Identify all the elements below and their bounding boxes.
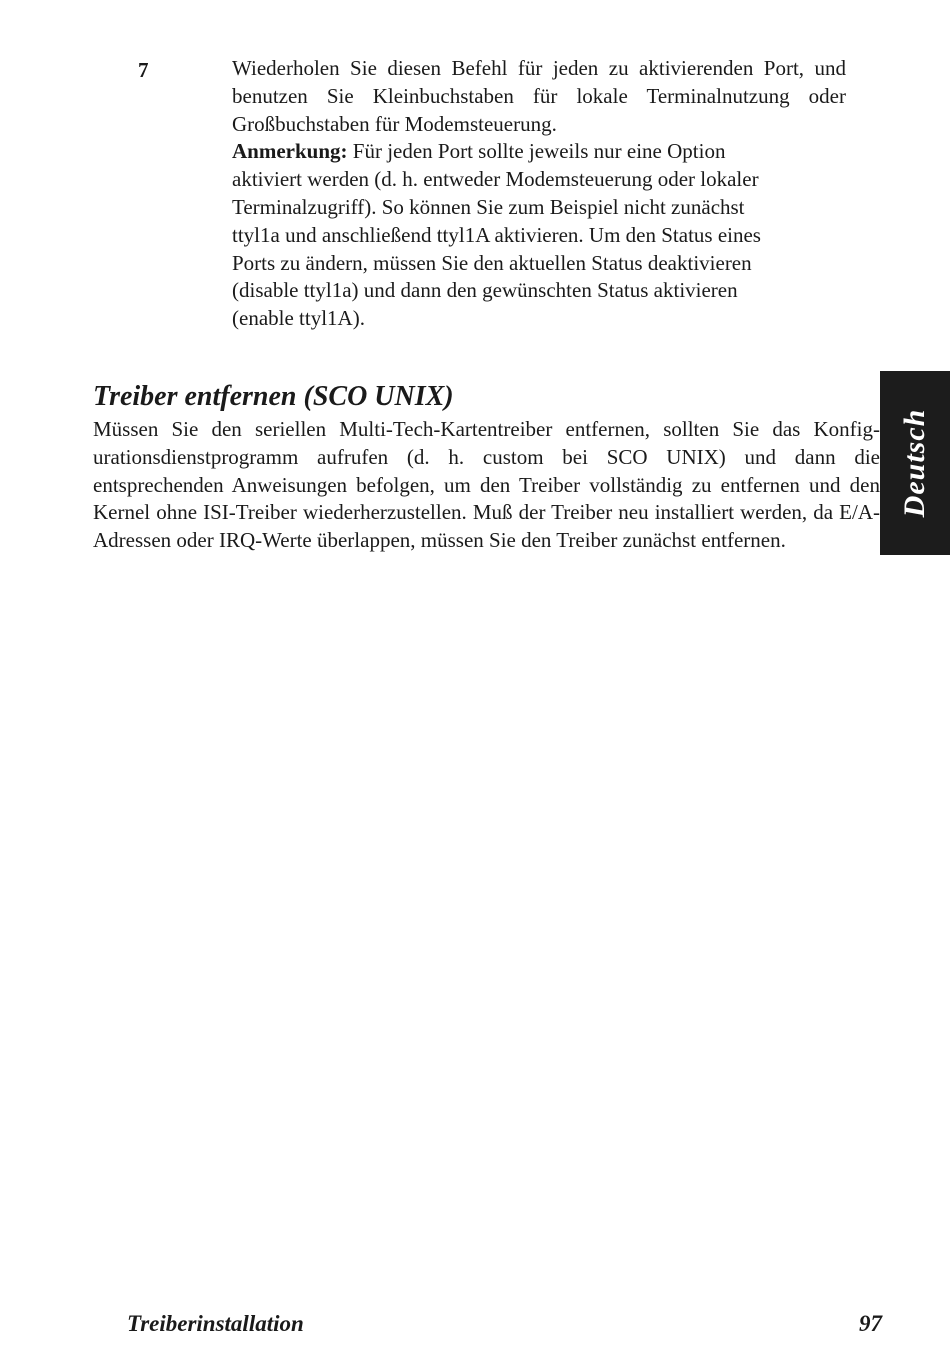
side-tab-label: Deutsch — [898, 408, 931, 518]
note-line: Für jeden Port sollte jeweils nur eine Option — [347, 139, 726, 164]
page-number: 97 — [859, 1311, 882, 1336]
language-side-tab — [880, 371, 950, 555]
step-number: 7 — [138, 58, 149, 82]
note-line: Terminalzugriff). So können Sie zum Beispiel nicht zunächst — [232, 194, 745, 219]
note-line: Ports zu ändern, müssen Sie den aktuellen Status deaktivieren — [232, 250, 752, 275]
note-line: (disable ttyl1a) und dann den gewünschten Status aktivieren — [232, 278, 738, 303]
note-label: Anmerkung: — [232, 139, 348, 164]
note-line: (enable ttyl1A). — [232, 306, 365, 331]
step-body — [232, 55, 846, 333]
step-text: Wiederholen Sie diesen Befehl für jeden zu aktivierenden Port, und benutzen Sie Kleinbuchstaben für lokale Terminalnutzung oder Großbuchstaben für Modemsteuerung. — [232, 56, 846, 136]
section-body: Müssen Sie den seriellen Multi-Tech-Kartentreiber entfernen, sollten Sie das Konfig- urationsdienstprogramm aufrufen (d. h. custom bei SCO UNIX) und dann die entsprechenden Anweisungen befolgen, um den Treiber vollständig zu entfernen und den Kernel ohne ISI-Treiber wiederherzustellen. Muß der Treiber neu installiert werden, da E/A-Adressen oder IRQ-Werte überlappen, müssen Sie den Treiber zunächst entfernen. — [93, 417, 880, 553]
section-heading: Treiber entfernen (SCO UNIX) — [93, 381, 454, 412]
note — [232, 138, 846, 333]
note-line: aktiviert werden (d. h. entweder Modemsteuerung oder lokaler — [232, 167, 759, 192]
footer-title: Treiberinstallation — [127, 1311, 304, 1336]
note-line: ttyl1a und anschließend ttyl1A aktivieren. Um den Status eines — [232, 222, 761, 247]
